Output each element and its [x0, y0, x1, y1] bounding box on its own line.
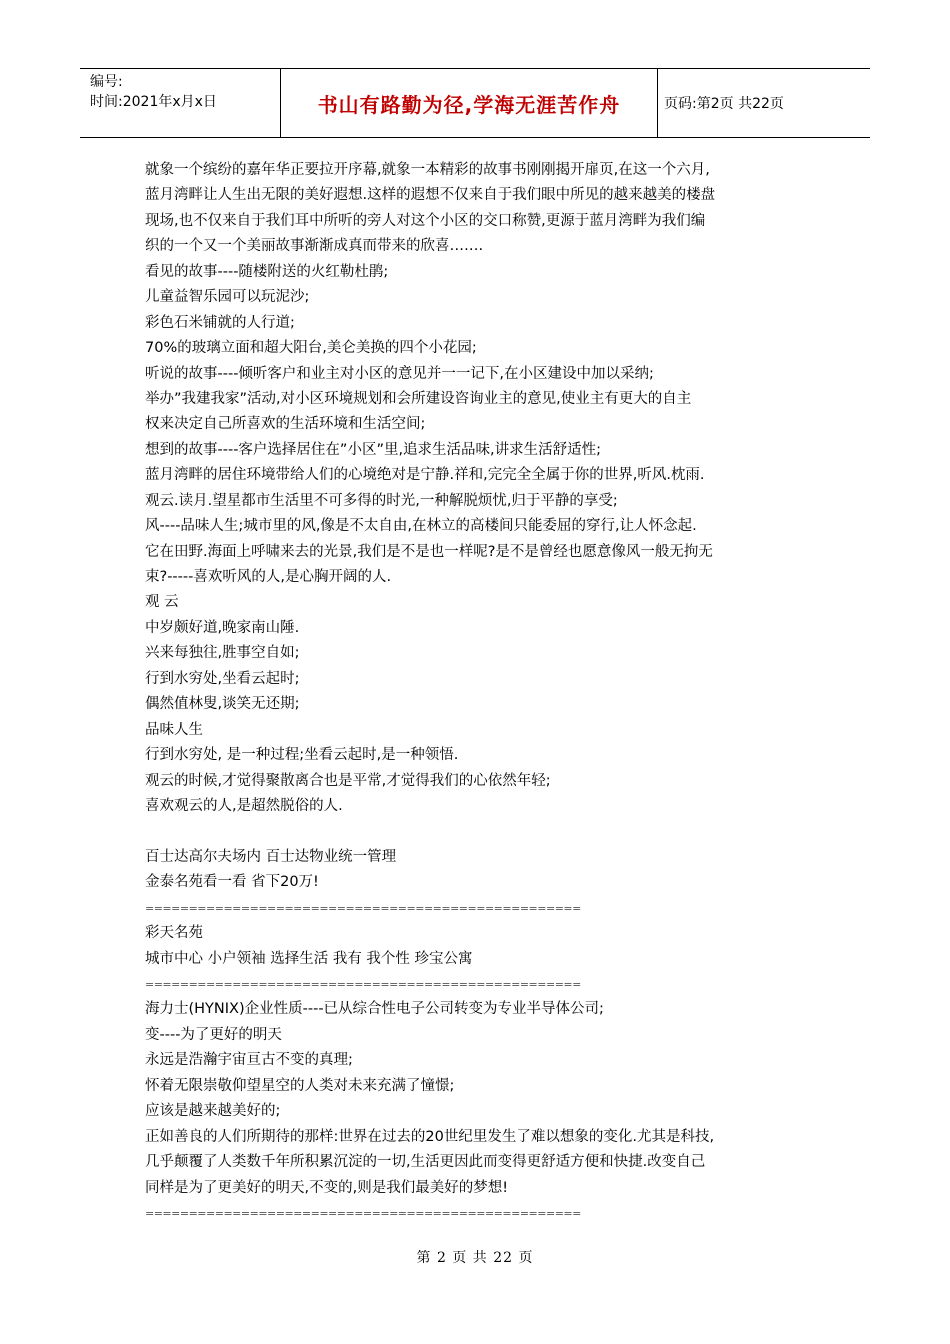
- page-footer: 第 2 页 共 22 页: [416, 1250, 534, 1266]
- document-body: [145, 158, 835, 1226]
- text-line: 想到的故事----客户选择居住在”小区”里,追求生活品味,讲求生活舒适性;: [145, 441, 602, 458]
- text-line: 织的一个又一个美丽故事渐渐成真而带来的欣喜…….: [145, 238, 484, 255]
- text-line: 正如善良的人们所期待的那样:世界在过去的20世纪里发生了难以想象的变化.尤其是科技,: [145, 1128, 715, 1145]
- text-line: 现场,也不仅来自于我们耳中所听的旁人对这个小区的交口称赞,更源于蓝月湾畔为我们编: [145, 212, 706, 229]
- text-line: 喜欢观云的人,是超然脱俗的人.: [145, 797, 343, 814]
- text-line: 兴来每独往,胜事空自如;: [145, 645, 300, 662]
- text-line: 怀着无限崇敬仰望星空的人类对未来充满了憧憬;: [145, 1077, 455, 1094]
- text-line: 权来决定自己所喜欢的生活环境和生活空间;: [145, 416, 426, 433]
- text-line: 永远是浩瀚宇宙亘古不变的真理;: [145, 1052, 353, 1069]
- text-line: 品味人生: [145, 721, 203, 738]
- separator-line: ==================================================: [145, 901, 581, 915]
- text-line: 儿童益智乐园可以玩泥沙;: [145, 289, 310, 306]
- text-line: 变----为了更好的明天: [145, 1026, 282, 1043]
- text-line: 应该是越来越美好的;: [145, 1103, 281, 1120]
- separator-line: ==================================================: [145, 978, 581, 991]
- header-page-info: 页码:第2页 共22页: [664, 96, 784, 112]
- text-line: 彩天名苑: [145, 925, 203, 942]
- text-line: [145, 819, 835, 844]
- text-line: 蓝月湾畔让人生出无限的美好遐想.这样的遐想不仅来自于我们眼中所见的越来越美的楼盘: [145, 187, 716, 204]
- text-line: 束?-----喜欢听风的人,是心胸开阔的人.: [145, 569, 392, 585]
- text-line: 蓝月湾畔的居住环境带给人们的心境绝对是宁静.祥和,完完全全属于你的世界,听风.枕雨.: [145, 467, 705, 484]
- header-meta: [80, 69, 280, 137]
- text-line: 风----品味人生;城市里的风,像是不太自由,在林立的高楼间只能委屈的穿行,让人怀念起.: [145, 518, 697, 535]
- text-line: 金泰名苑看一看 省下20万!: [145, 874, 319, 891]
- separator-line: ==================================================: [145, 1206, 581, 1220]
- text-line: 彩色石米铺就的人行道;: [145, 314, 295, 331]
- text-line: 70%的玻璃立面和超大阳台,美仑美换的四个小花园;: [145, 340, 477, 357]
- text-line: 百士达高尔夫场内 百士达物业统一管理: [145, 848, 397, 865]
- text-line: 就象一个缤纷的嘉年华正要拉开序幕,就象一本精彩的故事书刚刚揭开扉页,在这一个六月,: [145, 162, 710, 178]
- text-line: 观云.读月.望星都市生活里不可多得的时光,一种解脱烦忧,归于平静的享受;: [145, 492, 618, 509]
- text-line: 偶然值林叟,谈笑无还期;: [145, 696, 300, 713]
- page-header: [80, 68, 870, 138]
- header-date: 时间:2021年x月x日: [90, 94, 217, 110]
- text-line: 举办”我建我家”活动,对小区环境规划和会所建设咨询业主的意见,使业主有更大的自主: [145, 390, 692, 407]
- text-line: 看见的故事----随楼附送的火红勒杜鹃;: [145, 263, 389, 280]
- text-line: 中岁颇好道,晚家南山陲.: [145, 619, 300, 636]
- text-line: 同样是为了更美好的明天,不变的,则是我们最美好的梦想!: [145, 1179, 509, 1196]
- text-line: 行到水穷处, 是一种过程;坐看云起时,是一种领悟.: [145, 747, 459, 764]
- header-motto: 书山有路勤为径,学海无涯苦作舟: [280, 69, 658, 137]
- text-line: 海力士(HYNIX)企业性质----已从综合性电子公司转变为专业半导体公司;: [145, 1001, 604, 1018]
- text-line: 观 云: [145, 594, 179, 611]
- text-line: 观云的时候,才觉得聚散离合也是平常,才觉得我们的心依然年轻;: [145, 772, 551, 789]
- text-line: 几乎颠覆了人类数千年所积累沉淀的一切,生活更因此而变得更舒适方便和快捷.改变自己: [145, 1154, 706, 1171]
- text-line: 听说的故事----倾听客户和业主对小区的意见并一一记下,在小区建设中加以采纳;: [145, 365, 654, 382]
- text-line: 它在田野.海面上呼啸来去的光景,我们是不是也一样呢?是不是曾经也愿意像风一般无拘无: [145, 543, 713, 560]
- header-code-label: 编号:: [90, 74, 123, 90]
- text-line: 行到水穷处,坐看云起时;: [145, 670, 300, 687]
- text-line: 城市中心 小户领袖 选择生活 我有 我个性 珍宝公寓: [145, 950, 473, 967]
